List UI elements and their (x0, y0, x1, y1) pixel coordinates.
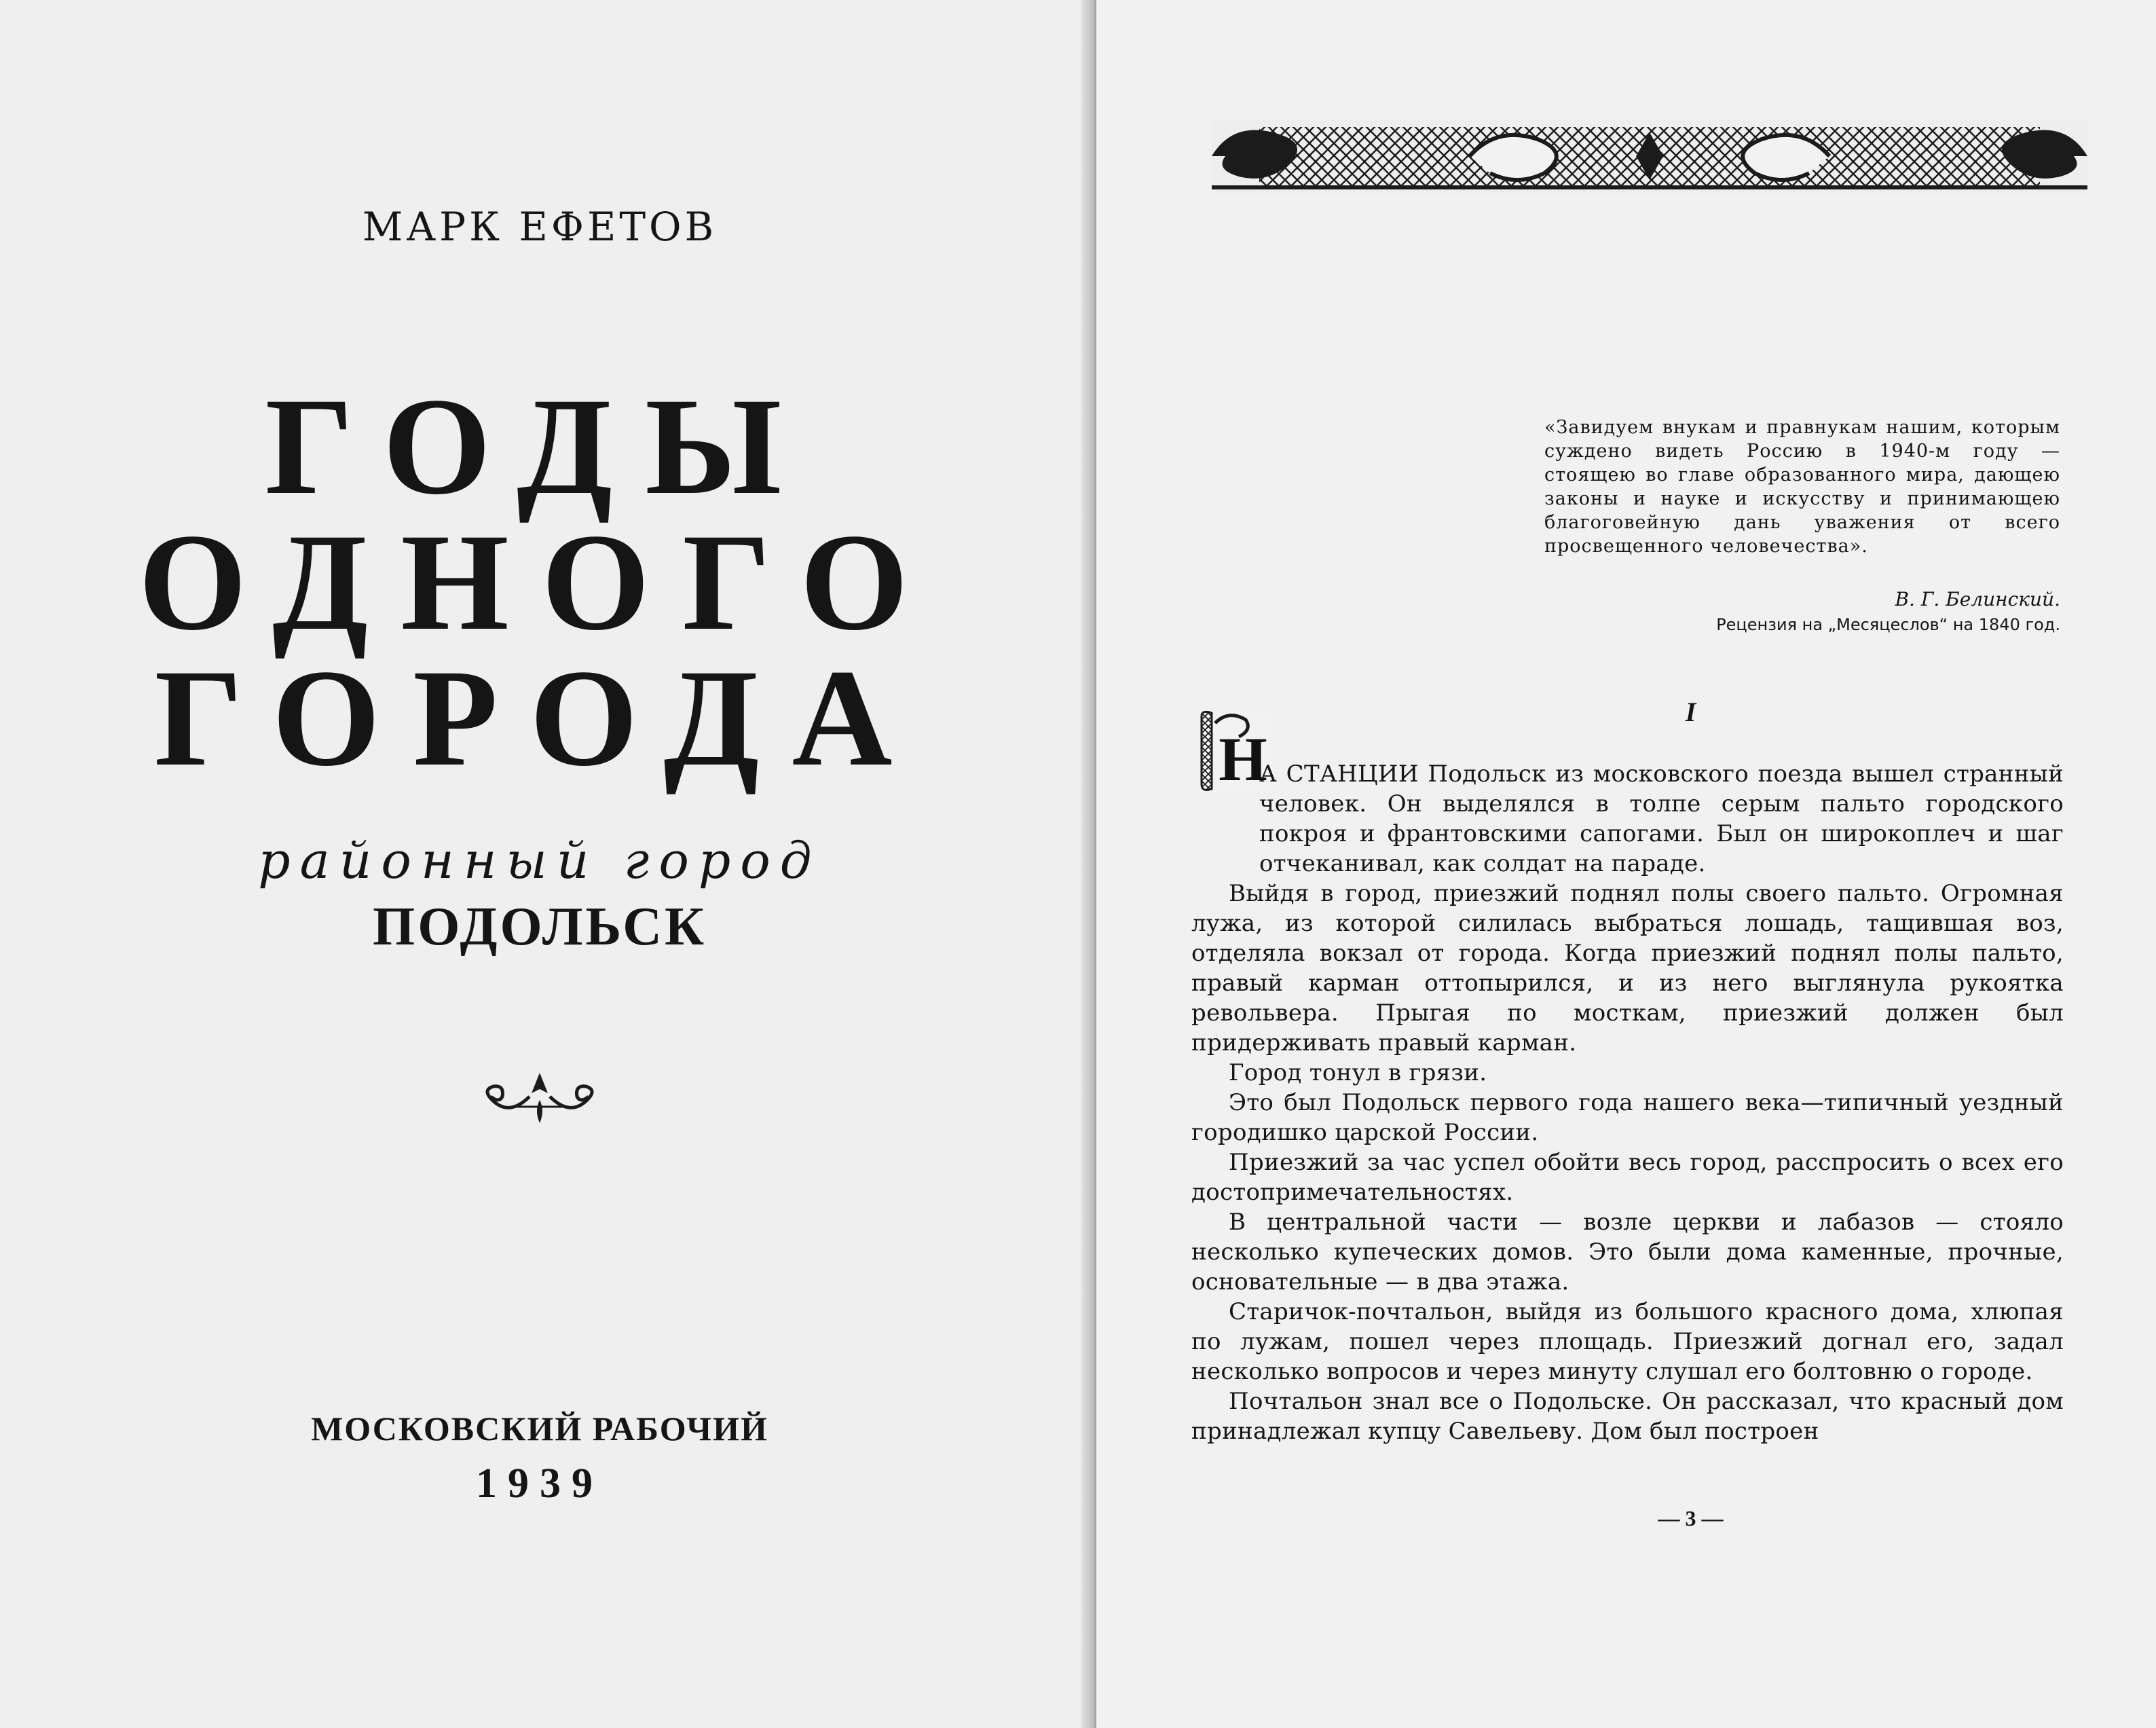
epigraph-text: «Завидуем внукам и правнукам нашим, которым суждено видеть Россию в 1940-м году — стоящею во главе образованного мира, дающею законы и науке и искусству и принимающею благоговейную дань уважения от всего просвещенного человечества». (1544, 417, 2060, 557)
book-title-line-2: ОДНОГО (138, 505, 941, 659)
publisher-name: МОСКОВСКИЙ РАБОЧИЙ (311, 1410, 768, 1448)
paragraph: В центральной части — возле церкви и лабазов — стояло несколько купеческих домов. Это были дома каменные, прочные, основательные — в два этажа. (1191, 1209, 2064, 1295)
paragraph: Выйдя в город, приезжий поднял полы своего пальто. Огромная лужа, из которой силилась выбраться лошадь, тащившая воз, отделяла вокзал от города. Когда приезжий поднял полы пальто, правый карман оттопырился, и из него выглянула рукоятка револьвера. Прыгая по мосткам, приезжий должен был придерживать правый карман. (1191, 880, 2064, 1056)
paragraph: Почтальон знал все о Подольске. Он рассказал, что красный дом принадлежал купцу Савельеву. Дом был построен (1191, 1388, 2064, 1445)
ornamental-band-icon (1212, 119, 2087, 194)
book-title-line-3: ГОРОДА (154, 641, 925, 795)
ornament-icon (472, 1066, 608, 1127)
paragraph: Город тонул в грязи. (1229, 1059, 1487, 1086)
paragraph: Это был Подольск первого года нашего века—типичный уездный городишко царской России. (1191, 1089, 2064, 1146)
svg-text:Н: Н (1219, 724, 1267, 792)
paragraph: А СТАНЦИИ Подольск из московского поезда вышел странный человек. Он выделялся в толпе серым пальто городского покроя и франтовскими сапогами. Был он широкоплеч и шаг отчеканивал, как солдат на параде. (1259, 760, 2064, 877)
right-page (1096, 0, 2156, 1728)
epigraph-source: Рецензия на „Месяцеслов“ на 1840 год. (1716, 615, 2060, 634)
city-name: ПОДОЛЬСК (372, 897, 707, 957)
book-subtitle: районный город (258, 832, 821, 890)
epigraph-author: В. Г. Белинский. (1895, 588, 2060, 610)
book-title-line-1: ГОДЫ (265, 369, 815, 523)
author-name: МАРК ЕФЕТОВ (362, 204, 718, 250)
body-text (1191, 759, 2064, 1446)
publication-year: 1939 (476, 1460, 603, 1507)
paragraph: Старичок-почтальон, выйдя из большого красного дома, хлюпая по лужам, пошел через площадь. Приезжий догнал его, задал несколько вопросов и через минуту слушал его болтовню о городе. (1191, 1298, 2064, 1385)
paragraph: Приезжий за час успел обойти весь город, расспросить о всех его достопримечательностях. (1191, 1149, 2064, 1206)
chapter-number: I (1685, 697, 1696, 727)
page-number: — 3 — (1658, 1506, 1724, 1530)
